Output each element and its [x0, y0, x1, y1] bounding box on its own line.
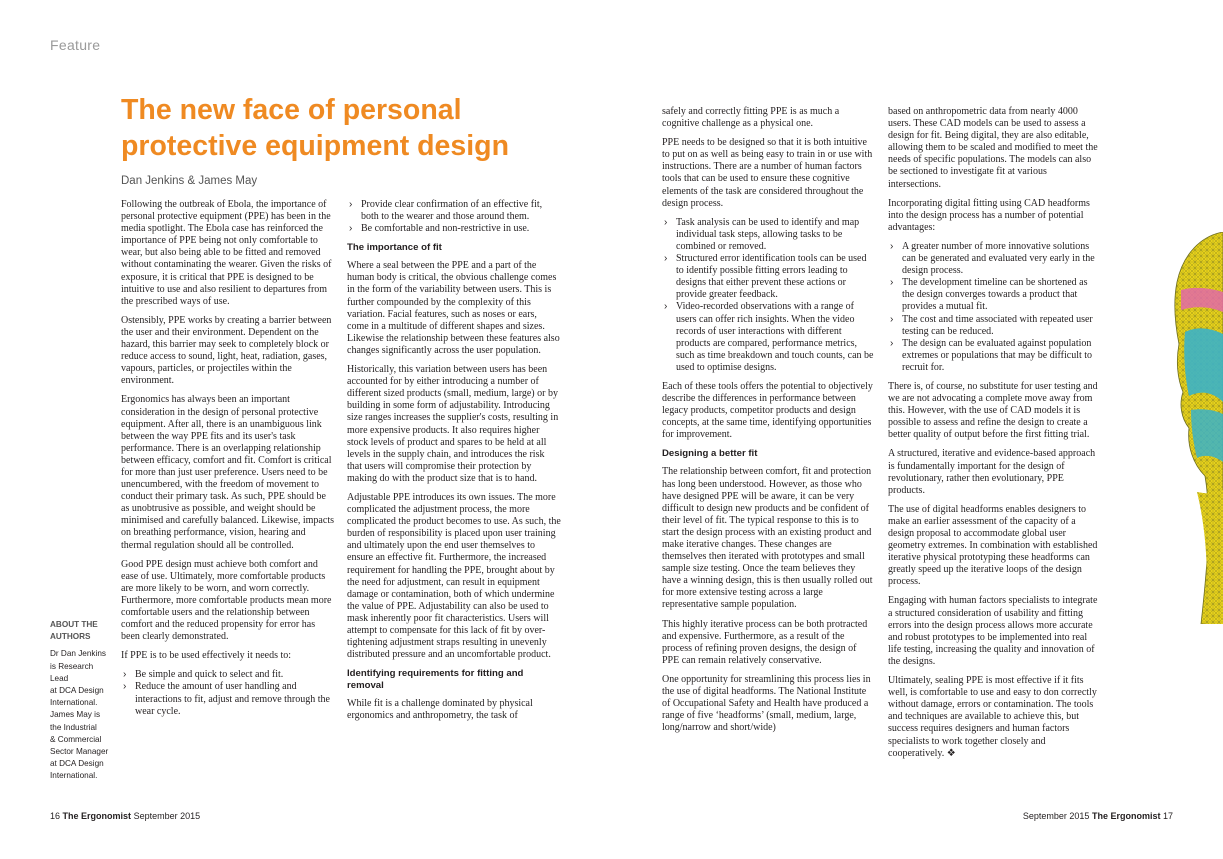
paragraph: Where a seal between the PPE and a part of the human body is critical, the obvious challenge comes in the form of the variability between users. This is further compounded by the complexity of this variation. Facial features, such as noses or ears, come in a multitude of different shapes and sizes. Likewise the relationship between these features also changes significantly across the user population.	[347, 260, 560, 356]
paragraph: If PPE is to be used effectively it needs to:	[121, 650, 292, 662]
about-line: at DCA Design	[50, 686, 104, 696]
cad-headform-illustration	[1171, 232, 1223, 624]
paragraph: A structured, iterative and evidence-based approach is fundamentally important for the design of revolutionary, rather then evolutionary, PPE products.	[888, 448, 1096, 496]
column-2	[347, 199, 561, 779]
subheading: Designing a better fit	[662, 448, 758, 460]
about-line: Dr Dan Jenkins	[50, 649, 106, 659]
paragraph: Adjustable PPE introduces its own issues. The more complicated the adjustment process, the more complicated the product becomes to use. As such, the burden of responsibility is placed upon user training and ultimately upon the end user themselves to ensure an effective fit. Furthermore, the increased requirement for handling the PPE, brought about by the need for adjustment, can result in equipment damage or contamination, both of which undermine the value of PPE. Adjustability can also be used to mask inherently poor fit characteristics. Users will attempt to compensate for this lack of fit by over-tightening adjustment straps resulting in unevenly distributed pressure and an uncomfortable product.	[347, 491, 561, 661]
magazine-name: The Ergonomist	[62, 811, 132, 821]
page-number: 16	[50, 811, 61, 821]
list-item: › Task analysis can be used to identify and map individual task steps, allowing tasks to be combined or removed.	[662, 217, 876, 253]
about-heading-line: AUTHORS	[50, 632, 91, 642]
bullet-list	[121, 669, 335, 717]
paragraph: Engaging with human factors specialists to integrate a structured consideration of usability and fitting errors into the design process allows more accurate and robust prototypes to be implemented into real life testing, increasing the quality and innovation of the designs.	[888, 595, 1098, 667]
paragraph: There is, of course, no substitute for user testing and we are not advocating a complete move away from this. However, with the use of CAD models it is possible to assess and refine the design to create a better quality of output before the first fitting trial.	[888, 380, 1098, 441]
about-line: at DCA Design	[50, 759, 104, 769]
paragraph: One opportunity for streamlining this process lies in the use of digital headforms. The National Institute of Occupational Safety and Health have produced a range of five ‘headforms’ (small, medium, large, long/narrow and short/wide)	[662, 673, 871, 734]
paragraph: This highly iterative process can be both protracted and expensive. Furthermore, as a result of the process of refining proven designs, the design of PPE can remain relatively conservative.	[662, 618, 868, 666]
list-item: › The development timeline can be shortened as the design converges towards a product that provides a mutual fit.	[888, 277, 1102, 313]
list-item: › A greater number of more innovative solutions can be generated and evaluated very early in the design process.	[888, 241, 1102, 277]
about-line: & Commercial	[50, 734, 102, 744]
paragraph: based on anthropometric data from nearly 4000 users. These CAD models can be used to assess a design for fit. Being digital, they are also editable, allowing them to be scaled and modified to meet the needs of specific populations. The models can also be sectioned to investigate fit at various intersections.	[888, 106, 1098, 190]
list-item: › Be comfortable and non-restrictive in use.	[347, 223, 561, 235]
list-item: › Video-recorded observations with a range of users can offer rich insights. When the video records of user interactions with different products are compared, performance metrics, such as time breakdown and touch counts, can be used to optimise designs.	[662, 301, 876, 374]
list-item: › The design can be evaluated against population extremes or populations that may be difficult to recruit for.	[888, 338, 1102, 374]
title-line-1: The new face of personal	[121, 94, 462, 126]
about-line: James May is	[50, 710, 101, 720]
paragraph: The relationship between comfort, fit and protection has long been understood. However, as those who have designed PPE will be aware, it can be very difficult to design new products and be confident of their level of fit. The typical response to this is to start the design process with an existing product and make iterative changes. These changes are themselves then iterated with prototypes and small sample size testing. Once the team believes they have a winning design, this is then usually rolled out for more extensive testing across a large representative sample population.	[662, 466, 873, 611]
title-line-2: protective equipment design	[121, 130, 509, 162]
paragraph: Ergonomics has always been an important consideration in the design of personal protective equipment. After all, there is an unambiguous link between the way PPE fits and its user's task performance. There is an overlapping relationship between efficacy, comfort and fit. Comfort is critical for more than just user preference. Users need to be unencumbered, with the freedom of movement to conduct their primary task. As such, PPE should be as unobtrusive as possible, and weight should be minimised and carefully balanced. Likewise, impacts on breathing performance, vision, hearing and thermal regulation should all be controlled.	[121, 394, 334, 551]
bullet-list	[662, 217, 876, 374]
subheading: The importance of fit	[347, 242, 442, 254]
list-item: › Reduce the amount of user handling and interactions to fit, adjust and remove through the wear cycle.	[121, 681, 335, 717]
bullet-list	[347, 199, 561, 235]
article-title	[121, 92, 581, 164]
about-the-authors	[50, 619, 112, 783]
about-line: International.	[50, 698, 98, 708]
paragraph: Ultimately, sealing PPE is most effective if it fits well, is comfortable to use and easy to don correctly without damage, errors or contamination. The tools and techniques are available to achieve this, but success requires designers and human factors specialists to work together closely and cooperatively. ❖	[888, 675, 1097, 759]
issue-date: September 2015	[133, 811, 201, 821]
paragraph: Good PPE design must achieve both comfort and ease of use. Ultimately, more comfortable products are more likely to be worn, and worn correctly. Furthermore, more comfortable products mean more comfortable users and the relationship between comfort and the reduced propensity for error has been clearly demonstrated.	[121, 558, 332, 643]
list-item: › The cost and time associated with repeated user testing can be reduced.	[888, 314, 1102, 338]
about-heading-line: ABOUT THE	[50, 620, 98, 629]
paragraph: The use of digital headforms enables designers to make an earlier assessment of the capacity of a design proposal to accommodate global user geometry extremes. In combination with established iterative physical prototyping these headforms can greatly speed up the iterative loops of the design process.	[888, 503, 1098, 588]
about-line: International.	[50, 771, 98, 781]
column-4	[888, 106, 1102, 806]
column-3	[662, 106, 876, 796]
about-line: Sector Manager	[50, 747, 109, 757]
issue-date: September 2015	[1022, 811, 1090, 821]
column-1	[121, 199, 335, 804]
about-heading	[50, 619, 112, 643]
paragraph: safely and correctly fitting PPE is as much a cognitive challenge as a physical one.	[662, 106, 840, 130]
paragraph: Following the outbreak of Ebola, the importance of personal protective equipment (PPE) has been in the media spotlight. The Ebola case has reinforced the importance of PPE being not only comfortable to wear, but also being able to be fitted and removed without contaminating the wearer. Given the risks of exposure, it is critical that PPE is designed to be intuitive to use and also resilient to departures from the prescribed ways of use.	[121, 199, 332, 307]
paragraph: While fit is a challenge dominated by physical ergonomics and anthropometry, the task of	[347, 698, 533, 722]
about-line: is Research Lead	[50, 661, 94, 683]
paragraph: PPE needs to be designed so that it is both intuitive to put on as well as being easy to train in or use with instructions. There are a number of human factors tools that can be used to ensure these cognitive elements of the task are considered throughout the design process.	[662, 137, 873, 209]
paragraph: Each of these tools offers the potential to objectively describe the differences in performance between legacy products, competitor products and design concepts, at the same time, identifying opportunities for improvement.	[662, 380, 873, 441]
subheading: Identifying requirements for fitting and removal	[347, 668, 524, 692]
page-number: 17	[1162, 811, 1173, 821]
bullet-list	[888, 241, 1102, 374]
list-item: › Provide clear confirmation of an effective fit, both to the wearer and those around them.	[347, 199, 561, 223]
list-item: › Be simple and quick to select and fit.	[121, 669, 335, 681]
folio-left	[50, 811, 200, 821]
paragraph: Incorporating digital fitting using CAD headforms into the design process has a number of potential advantages:	[888, 197, 1090, 233]
list-item: › Structured error identification tools can be used to identify possible fitting errors leading to designs that either prevent these actions or provide greater feedback.	[662, 253, 876, 301]
paragraph: Ostensibly, PPE works by creating a barrier between the user and their environment. Dependent on the hazard, this barrier may seek to completely block or reduce access to sound, light, heat, radiation, gases, vapours, particles, or projectiles within the environment.	[121, 314, 332, 387]
about-line: the Industrial	[50, 722, 97, 732]
folio-right	[1023, 811, 1173, 821]
paragraph: Historically, this variation between users has been accounted for by either introducing a number of different sized products (small, medium, large) or by building in some form of adjustability. Introducing size ranges increases the supplier's costs, resulting in more expensive products. It also requires higher stock levels of product and spares to be held at all levels in the supply chain, and introduces the risk that users will compromise their protection by making do with the product size that is to hand.	[347, 364, 559, 484]
section-label: Feature	[50, 37, 101, 53]
byline: Dan Jenkins & James May	[121, 175, 258, 187]
magazine-name: The Ergonomist	[1091, 811, 1161, 821]
